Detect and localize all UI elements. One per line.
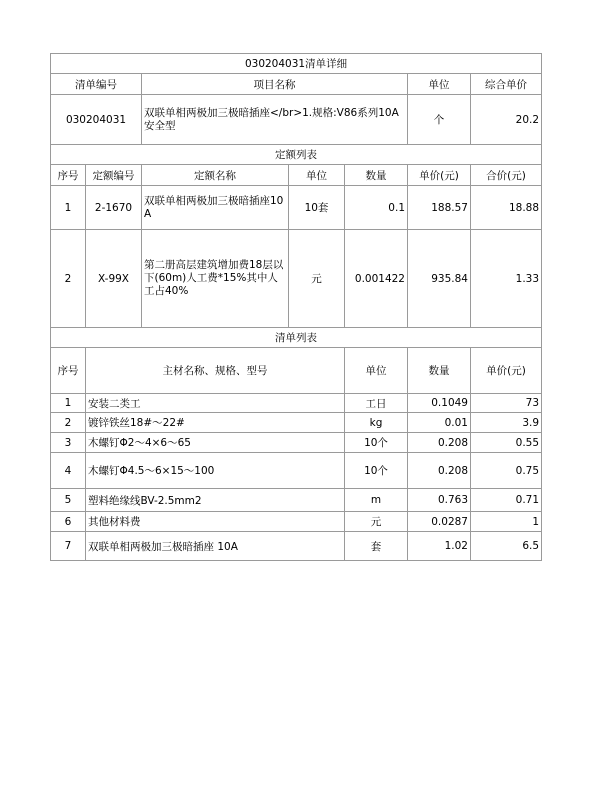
quota-col-header: 单位: [289, 165, 345, 186]
list-price: 0.55: [471, 433, 542, 453]
list-name: 安装二类工: [86, 394, 345, 413]
bill-code: 030204031: [51, 95, 142, 145]
list-row: [51, 413, 542, 433]
list-price: 0.75: [471, 453, 542, 489]
quota-code: X-99X: [86, 230, 142, 328]
bill-name-header: 项目名称: [142, 74, 408, 95]
bill-code-header: 清单编号: [51, 74, 142, 95]
quota-header-row: [51, 165, 542, 186]
bill-name: 双联单相两极加三极暗插座</br>1.规格:V86系列10A 安全型: [142, 95, 408, 145]
quota-total: 1.33: [471, 230, 542, 328]
list-row: [51, 453, 542, 489]
quota-name: 第二册高层建筑增加费18层以下(60m)人工费*15%其中人工占40%: [142, 230, 289, 328]
list-no: 1: [51, 394, 86, 413]
quota-total: 18.88: [471, 186, 542, 230]
list-price: 1: [471, 512, 542, 532]
quota-qty: 0.1: [345, 186, 408, 230]
list-price: 3.9: [471, 413, 542, 433]
quota-code: 2-1670: [86, 186, 142, 230]
list-no: 5: [51, 489, 86, 512]
list-name: 木螺钉Φ4.5～6×15～100: [86, 453, 345, 489]
list-price: 6.5: [471, 532, 542, 561]
bill-price-header: 综合单价: [471, 74, 542, 95]
bill-row: [51, 95, 542, 145]
quota-col-header: 定额名称: [142, 165, 289, 186]
list-price: 0.71: [471, 489, 542, 512]
list-unit: 元: [345, 512, 408, 532]
bill-unit-header: 单位: [408, 74, 471, 95]
quota-no: 1: [51, 186, 86, 230]
quota-col-header: 合价(元): [471, 165, 542, 186]
quota-col-header: 定额编号: [86, 165, 142, 186]
quota-name: 双联单相两极加三极暗插座10A: [142, 186, 289, 230]
quota-col-header: 数量: [345, 165, 408, 186]
list-name: 木螺钉Φ2～4×6～65: [86, 433, 345, 453]
list-qty: 0.1049: [408, 394, 471, 413]
bill-header-row: [51, 74, 542, 95]
list-unit: 10个: [345, 453, 408, 489]
quota-row: [51, 186, 542, 230]
list-unit: m: [345, 489, 408, 512]
list-price: 73: [471, 394, 542, 413]
bill-price: 20.2: [471, 95, 542, 145]
table-title: 030204031清单详细: [51, 54, 542, 74]
list-qty: 1.02: [408, 532, 471, 561]
quota-no: 2: [51, 230, 86, 328]
list-col-header: 序号: [51, 348, 86, 394]
list-unit: 10个: [345, 433, 408, 453]
list-row: [51, 532, 542, 561]
list-section-title: 清单列表: [51, 328, 542, 348]
list-col-header: 单价(元): [471, 348, 542, 394]
list-no: 3: [51, 433, 86, 453]
list-no: 6: [51, 512, 86, 532]
list-qty: 0.0287: [408, 512, 471, 532]
quota-price: 188.57: [408, 186, 471, 230]
quota-qty: 0.001422: [345, 230, 408, 328]
list-name: 塑料绝缘线BV-2.5mm2: [86, 489, 345, 512]
list-qty: 0.763: [408, 489, 471, 512]
list-row: [51, 489, 542, 512]
quota-section-title: 定额列表: [51, 145, 542, 165]
bill-detail-table: [50, 53, 542, 561]
quota-row: [51, 230, 542, 328]
list-no: 7: [51, 532, 86, 561]
list-qty: 0.01: [408, 413, 471, 433]
list-name: 双联单相两极加三极暗插座 10A: [86, 532, 345, 561]
list-col-header: 数量: [408, 348, 471, 394]
list-qty: 0.208: [408, 433, 471, 453]
list-unit: 套: [345, 532, 408, 561]
list-no: 4: [51, 453, 86, 489]
quota-col-header: 单价(元): [408, 165, 471, 186]
list-unit: 工日: [345, 394, 408, 413]
quota-unit: 10套: [289, 186, 345, 230]
list-col-header: 单位: [345, 348, 408, 394]
quota-col-header: 序号: [51, 165, 86, 186]
quota-price: 935.84: [408, 230, 471, 328]
list-name: 其他材料费: [86, 512, 345, 532]
list-col-header: 主材名称、规格、型号: [86, 348, 345, 394]
list-row: [51, 512, 542, 532]
list-row: [51, 433, 542, 453]
list-row: [51, 394, 542, 413]
list-header-row: [51, 348, 542, 394]
list-name: 镀锌铁丝18#～22#: [86, 413, 345, 433]
list-no: 2: [51, 413, 86, 433]
quota-unit: 元: [289, 230, 345, 328]
list-qty: 0.208: [408, 453, 471, 489]
bill-unit: 个: [408, 95, 471, 145]
list-unit: kg: [345, 413, 408, 433]
